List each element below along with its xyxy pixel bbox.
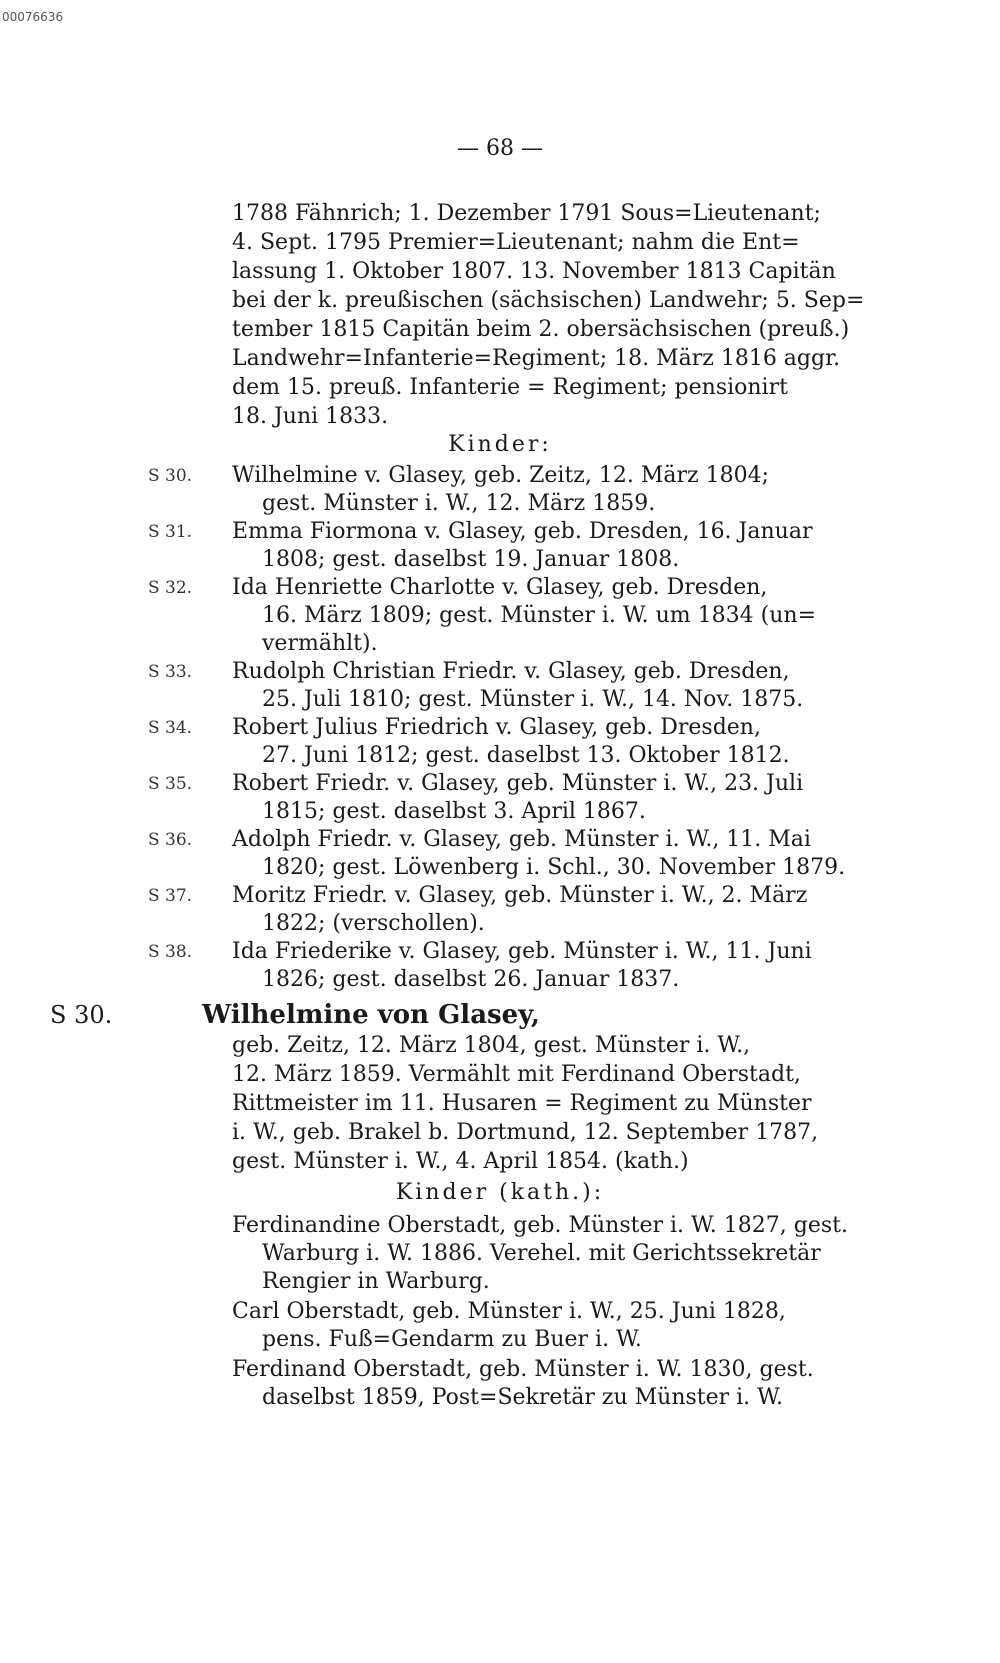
child-entry-line: Ida Henriette Charlotte v. Glasey, geb. Dresden, [232,575,768,600]
section-child-line: daselbst 1859, Post=Sekretär zu Münster i. W. [262,1385,783,1410]
child-id: S 37. [148,886,193,906]
child-id: S 30. [148,466,193,486]
child-entry-line: 27. Juni 1812; gest. daselbst 13. Oktober 1812. [262,743,790,768]
child-id: S 35. [148,774,193,794]
intro-line: lassung 1. Oktober 1807. 13. November 1813 Capitän [232,259,836,284]
child-entry-line: gest. Münster i. W., 12. März 1859. [262,491,656,516]
scan-id: 00076636 [2,10,64,24]
section-line: 12. März 1859. Vermählt mit Ferdinand Oberstadt, [232,1062,801,1087]
section-title: Wilhelmine von Glasey, [202,1000,540,1030]
section-child-line: Carl Oberstadt, geb. Münster i. W., 25. Juni 1828, [232,1299,786,1324]
child-id: S 33. [148,662,193,682]
child-entry-line: 1815; gest. daselbst 3. April 1867. [262,799,646,824]
section-id: S 30. [50,1001,113,1029]
children-heading: Kinder: [448,432,552,457]
intro-line: 1788 Fähnrich; 1. Dezember 1791 Sous=Lieutenant; [232,201,821,226]
child-entry-line: 16. März 1809; gest. Münster i. W. um 1834 (un= [262,603,816,628]
child-entry-line: vermählt). [262,631,378,656]
child-id: S 36. [148,830,193,850]
section-line: geb. Zeitz, 12. März 1804, gest. Münster i. W., [232,1033,751,1058]
intro-line: 4. Sept. 1795 Premier=Lieutenant; nahm die Ent= [232,230,800,255]
section-line: Rittmeister im 11. Husaren = Regiment zu Münster [232,1091,812,1116]
section-children-heading: Kinder (kath.): [395,1180,605,1205]
child-entry-line: Adolph Friedr. v. Glasey, geb. Münster i. W., 11. Mai [232,827,811,852]
intro-line: 18. Juni 1833. [232,404,389,429]
section-child-line: Ferdinand Oberstadt, geb. Münster i. W. 1830, gest. [232,1357,814,1382]
child-entry-line: Emma Fiormona v. Glasey, geb. Dresden, 16. Januar [232,519,813,544]
child-entry-line: 1826; gest. daselbst 26. Januar 1837. [262,967,680,992]
page-number: — 68 — [457,136,543,161]
section-child-line: pens. Fuß=Gendarm zu Buer i. W. [262,1327,642,1352]
child-entry-line: 1820; gest. Löwenberg i. Schl., 30. November 1879. [262,855,846,880]
intro-line: bei der k. preußischen (sächsischen) Landwehr; 5. Sep= [232,288,865,313]
child-entry-line: Robert Julius Friedrich v. Glasey, geb. Dresden, [232,715,761,740]
section-child-line: Rengier in Warburg. [262,1269,490,1294]
child-entry-line: Ida Friederike v. Glasey, geb. Münster i. W., 11. Juni [232,939,812,964]
child-entry-line: 25. Juli 1810; gest. Münster i. W., 14. Nov. 1875. [262,687,804,712]
child-entry-line: Rudolph Christian Friedr. v. Glasey, geb. Dresden, [232,659,790,684]
child-entry-line: Robert Friedr. v. Glasey, geb. Münster i. W., 23. Juli [232,771,804,796]
child-id: S 32. [148,578,193,598]
section-line: gest. Münster i. W., 4. April 1854. (kath.) [232,1149,689,1174]
child-entry-line: 1808; gest. daselbst 19. Januar 1808. [262,547,680,572]
child-id: S 31. [148,522,193,542]
child-entry-line: Moritz Friedr. v. Glasey, geb. Münster i. W., 2. März [232,883,808,908]
section-child-line: Warburg i. W. 1886. Verehel. mit Gerichtssekretär [262,1241,821,1266]
child-id: S 38. [148,942,193,962]
section-child-line: Ferdinandine Oberstadt, geb. Münster i. W. 1827, gest. [232,1213,848,1238]
child-entry-line: Wilhelmine v. Glasey, geb. Zeitz, 12. März 1804; [232,463,769,488]
child-entry-line: 1822; (verschollen). [262,911,485,936]
intro-line: Landwehr=Infanterie=Regiment; 18. März 1816 aggr. [232,346,841,371]
section-line: i. W., geb. Brakel b. Dortmund, 12. September 1787, [232,1120,819,1145]
intro-line: tember 1815 Capitän beim 2. obersächsischen (preuß.) [232,317,850,342]
child-id: S 34. [148,718,193,738]
intro-line: dem 15. preuß. Infanterie = Regiment; pensionirt [232,375,788,400]
